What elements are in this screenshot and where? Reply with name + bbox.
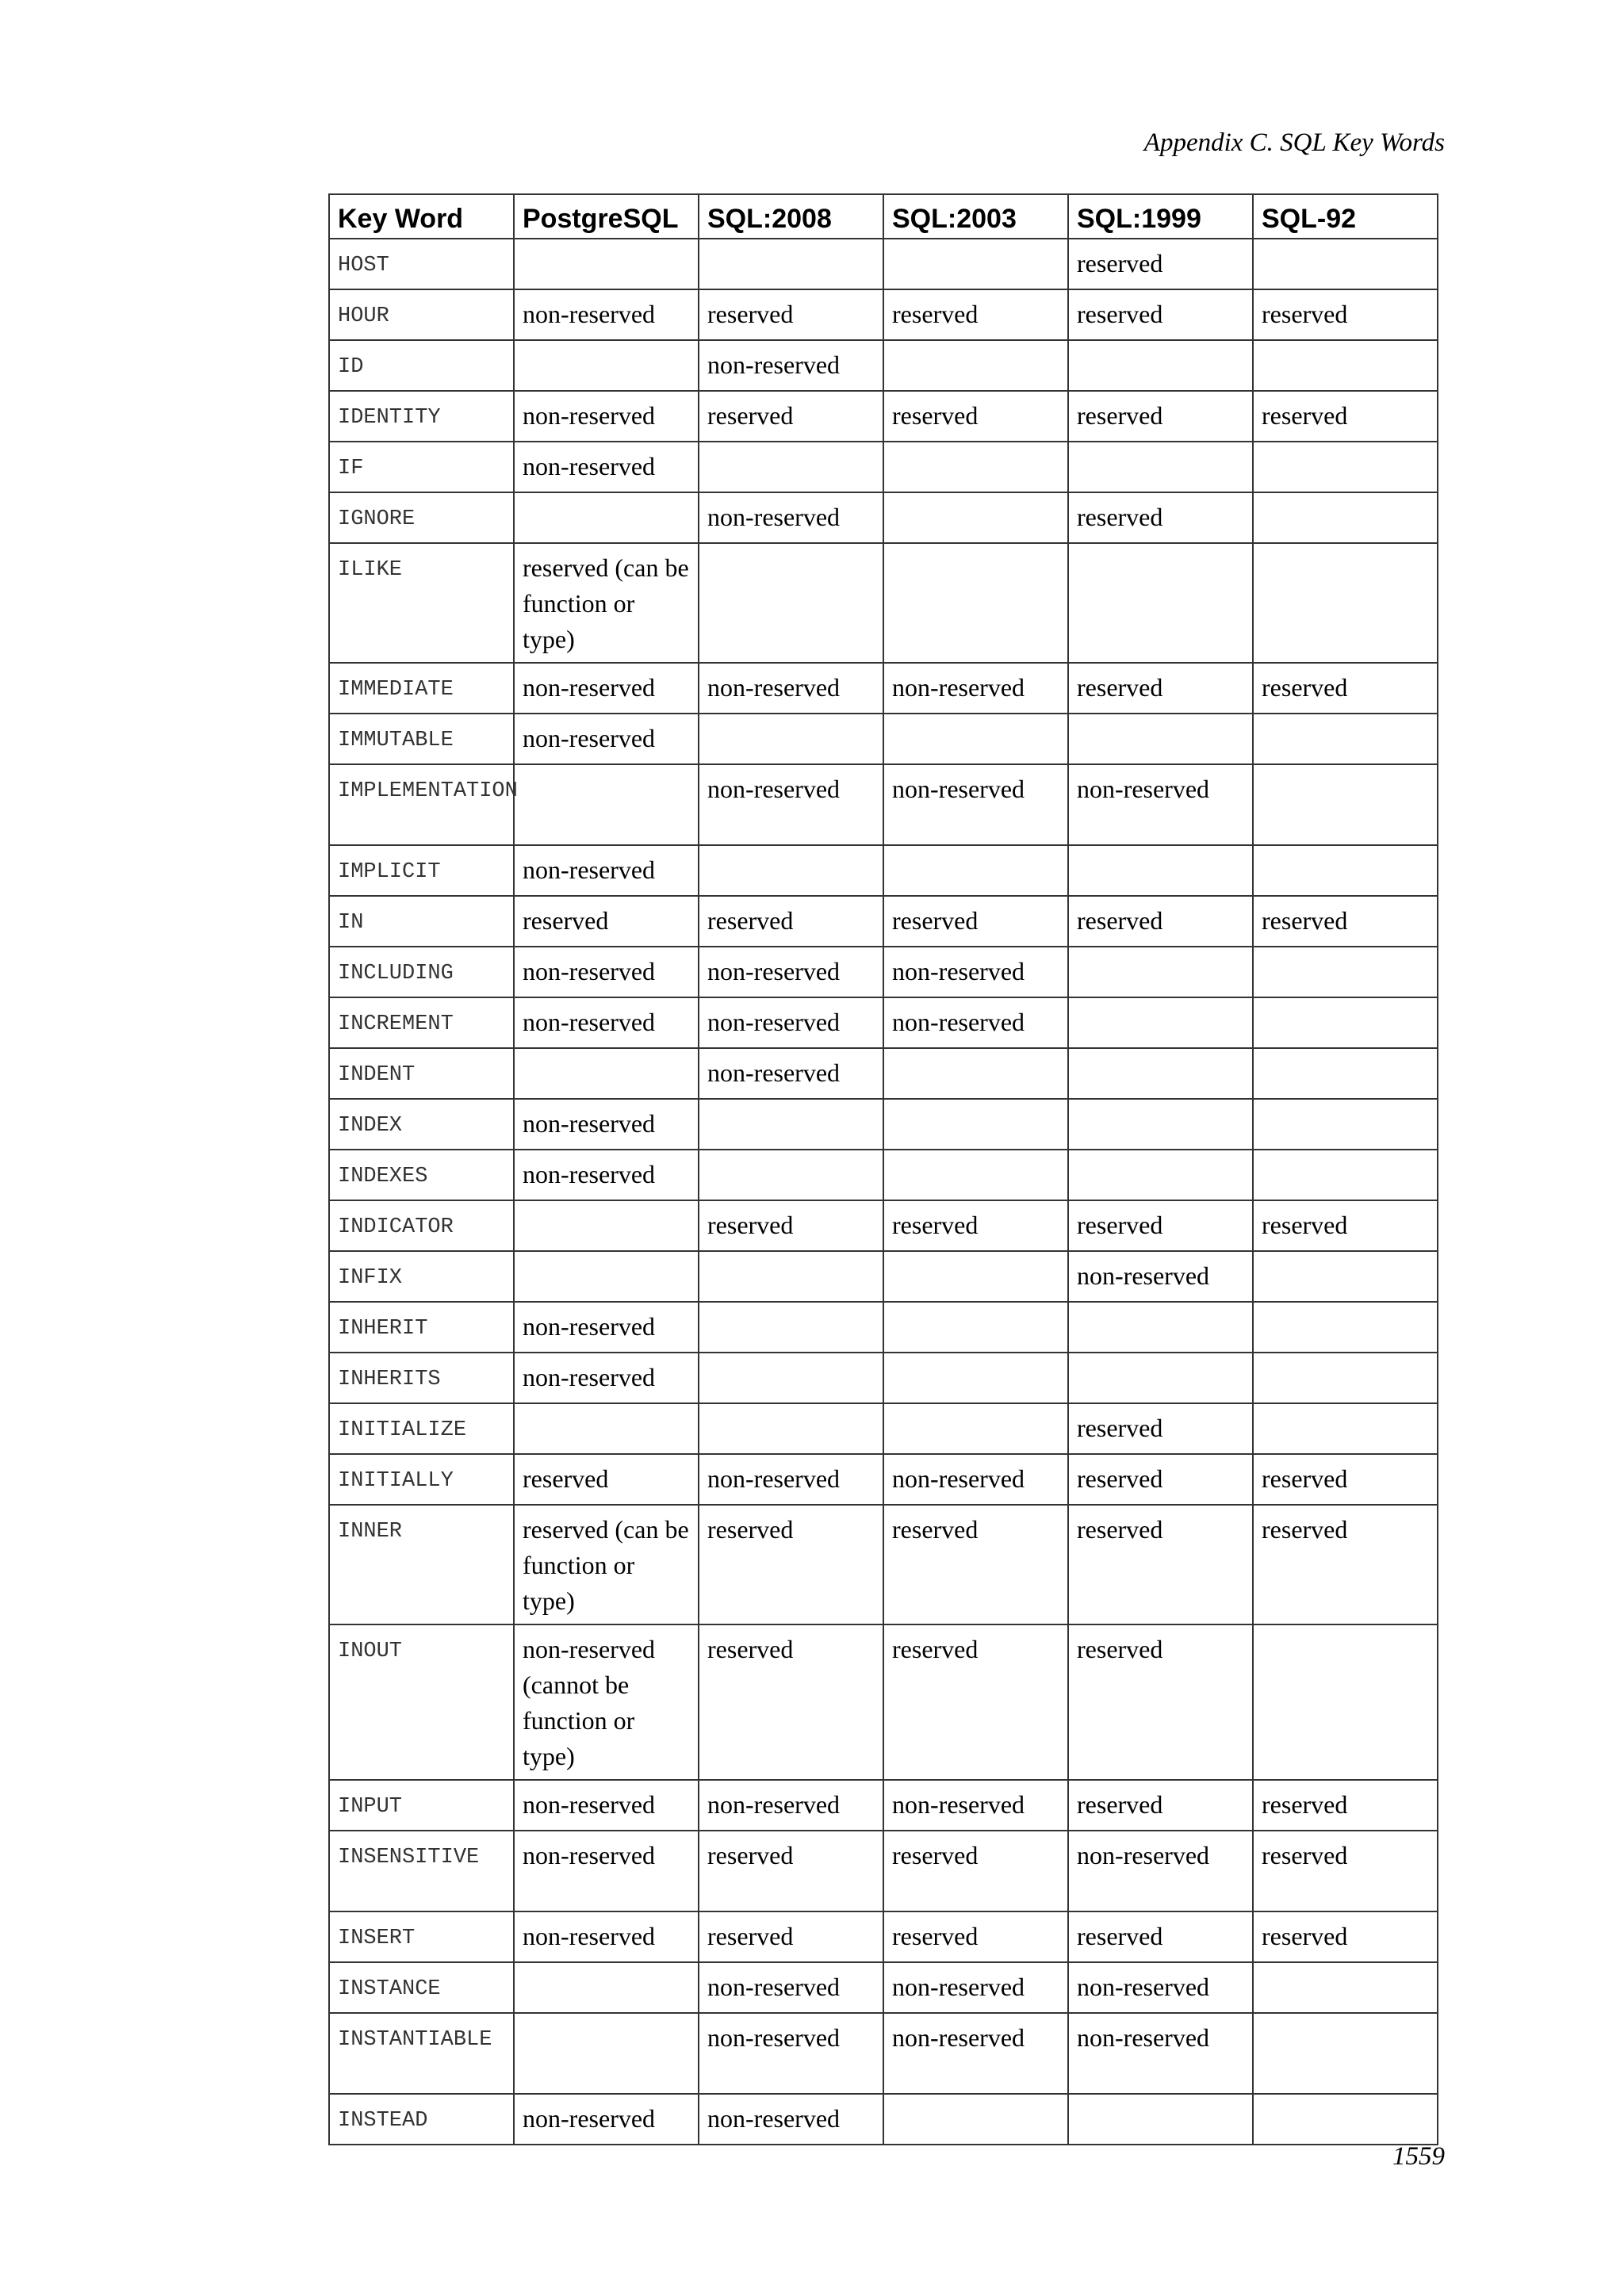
sql2008-cell bbox=[699, 1251, 883, 1302]
sql2003-cell: reserved bbox=[883, 289, 1068, 340]
sql92-cell: reserved bbox=[1253, 1831, 1438, 1911]
sql1999-cell: non-reserved bbox=[1068, 1251, 1253, 1302]
table-row bbox=[329, 764, 1438, 845]
sql92-cell bbox=[1253, 340, 1438, 391]
sql1999-cell bbox=[1068, 1150, 1253, 1200]
sql92-cell: reserved bbox=[1253, 896, 1438, 947]
sql2008-cell bbox=[699, 1099, 883, 1150]
postgresql-cell bbox=[514, 239, 699, 289]
keyword-cell: INSENSITIVE bbox=[329, 1831, 514, 1911]
table-row bbox=[329, 1200, 1438, 1251]
sql2003-cell: non-reserved bbox=[883, 947, 1068, 997]
sql1999-cell bbox=[1068, 1302, 1253, 1353]
sql2008-cell: reserved bbox=[699, 289, 883, 340]
sql92-cell bbox=[1253, 1099, 1438, 1150]
sql1999-cell: reserved bbox=[1068, 492, 1253, 543]
sql92-cell bbox=[1253, 1624, 1438, 1780]
sql1999-cell bbox=[1068, 543, 1253, 663]
sql2003-cell bbox=[883, 1251, 1068, 1302]
sql2003-cell: non-reserved bbox=[883, 1962, 1068, 2013]
sql92-cell: reserved bbox=[1253, 1505, 1438, 1624]
sql2003-cell: reserved bbox=[883, 1505, 1068, 1624]
sql1999-cell: reserved bbox=[1068, 1403, 1253, 1454]
keyword-cell: INFIX bbox=[329, 1251, 514, 1302]
table-row bbox=[329, 492, 1438, 543]
sql2003-cell: reserved bbox=[883, 1200, 1068, 1251]
sql92-cell: reserved bbox=[1253, 1200, 1438, 1251]
table-body bbox=[329, 239, 1438, 2145]
sql2008-cell: reserved bbox=[699, 1505, 883, 1624]
sql92-cell bbox=[1253, 543, 1438, 663]
keyword-cell: IGNORE bbox=[329, 492, 514, 543]
sql2008-cell: reserved bbox=[699, 1200, 883, 1251]
table-row bbox=[329, 239, 1438, 289]
sql2008-cell bbox=[699, 543, 883, 663]
sql92-cell bbox=[1253, 239, 1438, 289]
postgresql-cell: non-reserved bbox=[514, 714, 699, 764]
postgresql-cell bbox=[514, 1200, 699, 1251]
table-row bbox=[329, 896, 1438, 947]
column-header-sql92: SQL-92 bbox=[1253, 194, 1438, 239]
postgresql-cell: non-reserved bbox=[514, 1353, 699, 1403]
postgresql-cell: non-reserved bbox=[514, 2094, 699, 2145]
sql2003-cell: non-reserved bbox=[883, 1454, 1068, 1505]
sql2008-cell: reserved bbox=[699, 391, 883, 442]
postgresql-cell bbox=[514, 1251, 699, 1302]
table-row bbox=[329, 1624, 1438, 1780]
sql2008-cell: non-reserved bbox=[699, 2013, 883, 2094]
sql1999-cell: reserved bbox=[1068, 1200, 1253, 1251]
postgresql-cell: reserved (can be function or type) bbox=[514, 543, 699, 663]
sql2008-cell: non-reserved bbox=[699, 1454, 883, 1505]
sql1999-cell bbox=[1068, 997, 1253, 1048]
sql2008-cell: non-reserved bbox=[699, 947, 883, 997]
postgresql-cell: non-reserved bbox=[514, 1302, 699, 1353]
postgresql-cell bbox=[514, 1048, 699, 1099]
table-row bbox=[329, 947, 1438, 997]
keyword-cell: IMPLICIT bbox=[329, 845, 514, 896]
postgresql-cell bbox=[514, 2013, 699, 2094]
table-row bbox=[329, 1302, 1438, 1353]
sql2003-cell bbox=[883, 1048, 1068, 1099]
sql92-cell bbox=[1253, 1403, 1438, 1454]
table-row bbox=[329, 543, 1438, 663]
sql2003-cell: reserved bbox=[883, 1911, 1068, 1962]
table-row bbox=[329, 1911, 1438, 1962]
table-row bbox=[329, 997, 1438, 1048]
postgresql-cell: non-reserved (cannot be function or type) bbox=[514, 1624, 699, 1780]
table-header bbox=[329, 194, 1438, 239]
sql2008-cell bbox=[699, 1403, 883, 1454]
keyword-cell: IMMUTABLE bbox=[329, 714, 514, 764]
postgresql-cell: non-reserved bbox=[514, 1831, 699, 1911]
postgresql-cell: non-reserved bbox=[514, 289, 699, 340]
postgresql-cell: non-reserved bbox=[514, 1150, 699, 1200]
sql2003-cell: reserved bbox=[883, 391, 1068, 442]
sql2003-cell: non-reserved bbox=[883, 764, 1068, 845]
keyword-cell: INDEXES bbox=[329, 1150, 514, 1200]
keyword-cell: INSTANCE bbox=[329, 1962, 514, 2013]
table-row bbox=[329, 845, 1438, 896]
sql92-cell bbox=[1253, 1962, 1438, 2013]
sql1999-cell: non-reserved bbox=[1068, 1962, 1253, 2013]
table-row bbox=[329, 391, 1438, 442]
sql2008-cell: non-reserved bbox=[699, 1780, 883, 1831]
sql1999-cell: reserved bbox=[1068, 896, 1253, 947]
sql2003-cell bbox=[883, 442, 1068, 492]
sql2003-cell bbox=[883, 340, 1068, 391]
keyword-cell: INITIALLY bbox=[329, 1454, 514, 1505]
sql2003-cell bbox=[883, 1353, 1068, 1403]
keyword-cell: INHERIT bbox=[329, 1302, 514, 1353]
sql1999-cell bbox=[1068, 1099, 1253, 1150]
sql1999-cell: reserved bbox=[1068, 391, 1253, 442]
sql2008-cell: non-reserved bbox=[699, 1048, 883, 1099]
sql2008-cell bbox=[699, 714, 883, 764]
sql1999-cell: reserved bbox=[1068, 1454, 1253, 1505]
keyword-cell: INPUT bbox=[329, 1780, 514, 1831]
sql2003-cell: reserved bbox=[883, 1831, 1068, 1911]
sql92-cell: reserved bbox=[1253, 1780, 1438, 1831]
table-row bbox=[329, 663, 1438, 714]
keyword-cell: HOUR bbox=[329, 289, 514, 340]
sql2008-cell bbox=[699, 239, 883, 289]
postgresql-cell bbox=[514, 340, 699, 391]
sql2008-cell bbox=[699, 442, 883, 492]
sql2008-cell bbox=[699, 1150, 883, 1200]
sql2008-cell: non-reserved bbox=[699, 340, 883, 391]
table-row bbox=[329, 2094, 1438, 2145]
sql2008-cell: reserved bbox=[699, 1911, 883, 1962]
keyword-cell: IN bbox=[329, 896, 514, 947]
sql92-cell bbox=[1253, 714, 1438, 764]
sql2008-cell: non-reserved bbox=[699, 663, 883, 714]
keyword-cell: IDENTITY bbox=[329, 391, 514, 442]
sql2003-cell bbox=[883, 845, 1068, 896]
running-header: Appendix C. SQL Key Words bbox=[1143, 128, 1445, 157]
sql92-cell: reserved bbox=[1253, 663, 1438, 714]
sql2003-cell: reserved bbox=[883, 896, 1068, 947]
postgresql-cell: reserved bbox=[514, 1454, 699, 1505]
table-row bbox=[329, 1962, 1438, 2013]
sql2008-cell: reserved bbox=[699, 896, 883, 947]
sql92-cell: reserved bbox=[1253, 391, 1438, 442]
sql2003-cell: non-reserved bbox=[883, 997, 1068, 1048]
sql92-cell bbox=[1253, 2013, 1438, 2094]
sql1999-cell bbox=[1068, 1048, 1253, 1099]
sql1999-cell bbox=[1068, 340, 1253, 391]
sql1999-cell: reserved bbox=[1068, 239, 1253, 289]
sql92-cell bbox=[1253, 845, 1438, 896]
sql2003-cell: non-reserved bbox=[883, 663, 1068, 714]
keyword-cell: IMMEDIATE bbox=[329, 663, 514, 714]
table-row bbox=[329, 1048, 1438, 1099]
sql2003-cell: non-reserved bbox=[883, 2013, 1068, 2094]
sql2003-cell bbox=[883, 1150, 1068, 1200]
sql92-cell bbox=[1253, 997, 1438, 1048]
keyword-cell: INDEX bbox=[329, 1099, 514, 1150]
keyword-cell: INSTEAD bbox=[329, 2094, 514, 2145]
postgresql-cell bbox=[514, 764, 699, 845]
sql92-cell: reserved bbox=[1253, 1911, 1438, 1962]
sql2008-cell: reserved bbox=[699, 1831, 883, 1911]
sql1999-cell bbox=[1068, 947, 1253, 997]
sql1999-cell bbox=[1068, 714, 1253, 764]
postgresql-cell: non-reserved bbox=[514, 1911, 699, 1962]
sql92-cell: reserved bbox=[1253, 289, 1438, 340]
postgresql-cell: non-reserved bbox=[514, 947, 699, 997]
table-row bbox=[329, 1251, 1438, 1302]
sql1999-cell: reserved bbox=[1068, 1624, 1253, 1780]
sql1999-cell: reserved bbox=[1068, 1911, 1253, 1962]
table-row bbox=[329, 1403, 1438, 1454]
keyword-cell: INCREMENT bbox=[329, 997, 514, 1048]
postgresql-cell: non-reserved bbox=[514, 391, 699, 442]
header-row bbox=[329, 194, 1438, 239]
sql92-cell bbox=[1253, 1150, 1438, 1200]
sql2003-cell bbox=[883, 492, 1068, 543]
table-row bbox=[329, 1150, 1438, 1200]
sql2008-cell bbox=[699, 845, 883, 896]
sql92-cell bbox=[1253, 947, 1438, 997]
keyword-cell: ILIKE bbox=[329, 543, 514, 663]
sql1999-cell: non-reserved bbox=[1068, 764, 1253, 845]
table-row bbox=[329, 1780, 1438, 1831]
keyword-cell: IMPLEMENTATION bbox=[329, 764, 514, 845]
column-header-keyword: Key Word bbox=[329, 194, 514, 239]
sql2008-cell bbox=[699, 1353, 883, 1403]
sql2003-cell bbox=[883, 543, 1068, 663]
keyword-cell: HOST bbox=[329, 239, 514, 289]
postgresql-cell: non-reserved bbox=[514, 442, 699, 492]
sql2008-cell: non-reserved bbox=[699, 1962, 883, 2013]
sql2003-cell bbox=[883, 239, 1068, 289]
sql1999-cell: non-reserved bbox=[1068, 2013, 1253, 2094]
postgresql-cell bbox=[514, 1962, 699, 2013]
keyword-cell: INOUT bbox=[329, 1624, 514, 1780]
keyword-cell: INSTANTIABLE bbox=[329, 2013, 514, 2094]
sql92-cell bbox=[1253, 1302, 1438, 1353]
column-header-sql2008: SQL:2008 bbox=[699, 194, 883, 239]
table-row bbox=[329, 714, 1438, 764]
sql2008-cell: non-reserved bbox=[699, 2094, 883, 2145]
postgresql-cell: non-reserved bbox=[514, 663, 699, 714]
sql1999-cell: reserved bbox=[1068, 663, 1253, 714]
keyword-cell: INITIALIZE bbox=[329, 1403, 514, 1454]
sql92-cell bbox=[1253, 2094, 1438, 2145]
sql1999-cell bbox=[1068, 2094, 1253, 2145]
sql1999-cell: non-reserved bbox=[1068, 1831, 1253, 1911]
sql2003-cell: reserved bbox=[883, 1624, 1068, 1780]
sql2003-cell bbox=[883, 714, 1068, 764]
sql-keywords-table bbox=[328, 193, 1438, 2145]
sql1999-cell bbox=[1068, 442, 1253, 492]
sql1999-cell bbox=[1068, 845, 1253, 896]
sql1999-cell: reserved bbox=[1068, 289, 1253, 340]
sql2008-cell bbox=[699, 1302, 883, 1353]
sql2003-cell bbox=[883, 1302, 1068, 1353]
table-row bbox=[329, 1831, 1438, 1911]
keyword-cell: INNER bbox=[329, 1505, 514, 1624]
table-row bbox=[329, 2013, 1438, 2094]
sql2003-cell: non-reserved bbox=[883, 1780, 1068, 1831]
column-header-sql1999: SQL:1999 bbox=[1068, 194, 1253, 239]
sql1999-cell: reserved bbox=[1068, 1780, 1253, 1831]
postgresql-cell: non-reserved bbox=[514, 1780, 699, 1831]
sql92-cell bbox=[1253, 1251, 1438, 1302]
keyword-cell: IF bbox=[329, 442, 514, 492]
sql92-cell bbox=[1253, 442, 1438, 492]
sql92-cell bbox=[1253, 764, 1438, 845]
postgresql-cell: reserved bbox=[514, 896, 699, 947]
postgresql-cell: reserved (can be function or type) bbox=[514, 1505, 699, 1624]
postgresql-cell bbox=[514, 1403, 699, 1454]
column-header-sql2003: SQL:2003 bbox=[883, 194, 1068, 239]
table-row bbox=[329, 442, 1438, 492]
keyword-cell: INCLUDING bbox=[329, 947, 514, 997]
sql1999-cell bbox=[1068, 1353, 1253, 1403]
sql2003-cell bbox=[883, 1403, 1068, 1454]
sql2003-cell bbox=[883, 2094, 1068, 2145]
postgresql-cell: non-reserved bbox=[514, 845, 699, 896]
sql92-cell bbox=[1253, 492, 1438, 543]
keyword-cell: INDICATOR bbox=[329, 1200, 514, 1251]
page-number: 1559 bbox=[1392, 2142, 1445, 2171]
sql2008-cell: non-reserved bbox=[699, 492, 883, 543]
table-row bbox=[329, 1454, 1438, 1505]
sql2008-cell: reserved bbox=[699, 1624, 883, 1780]
table-row bbox=[329, 1099, 1438, 1150]
postgresql-cell bbox=[514, 492, 699, 543]
postgresql-cell: non-reserved bbox=[514, 997, 699, 1048]
sql2008-cell: non-reserved bbox=[699, 764, 883, 845]
sql1999-cell: reserved bbox=[1068, 1505, 1253, 1624]
table-row bbox=[329, 340, 1438, 391]
keyword-cell: ID bbox=[329, 340, 514, 391]
keyword-cell: INDENT bbox=[329, 1048, 514, 1099]
table-row bbox=[329, 1353, 1438, 1403]
postgresql-cell: non-reserved bbox=[514, 1099, 699, 1150]
sql2003-cell bbox=[883, 1099, 1068, 1150]
sql92-cell bbox=[1253, 1353, 1438, 1403]
sql92-cell bbox=[1253, 1048, 1438, 1099]
sql2008-cell: non-reserved bbox=[699, 997, 883, 1048]
sql92-cell: reserved bbox=[1253, 1454, 1438, 1505]
table-row bbox=[329, 1505, 1438, 1624]
table-row bbox=[329, 289, 1438, 340]
keyword-cell: INHERITS bbox=[329, 1353, 514, 1403]
column-header-postgresql: PostgreSQL bbox=[514, 194, 699, 239]
keyword-cell: INSERT bbox=[329, 1911, 514, 1962]
